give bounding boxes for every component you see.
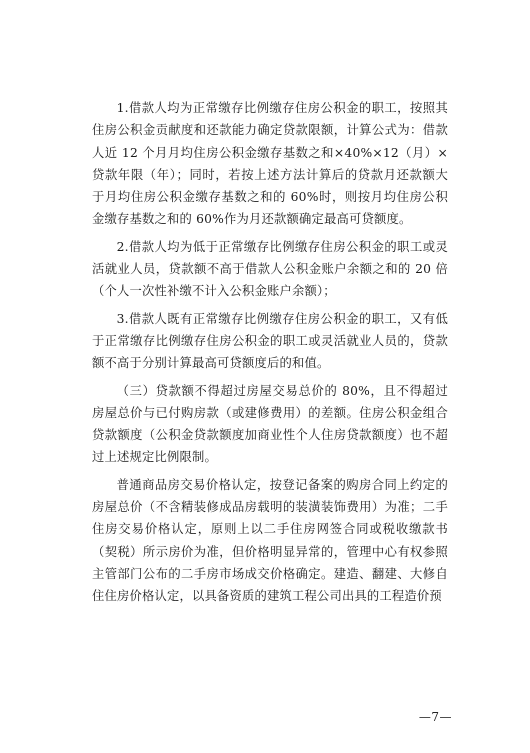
paragraph-price-determination: 普通商品房交易价格认定，按登记备案的购房合同上约定的房屋总价（不含精装修成品房载明的装潢装饰费用）为准；二手住房交易价格认定，原则上以二手住房网签合同或税收缴款书（契税）所示房价为准，但价格明显异常的，管理中心有权参照主管部门公布的二手房市场成交价格确定。建造、翻建、大修自住住房价格认定，以具备资质的建筑工程公司出具的工程造价预 [92, 477, 448, 604]
page-number: —7— [418, 710, 452, 724]
document-body [92, 97, 448, 608]
paragraph-loan-limit-formula: 1.借款人均为正常缴存比例缴存住房公积金的职工，按照其住房公积金贡献度和还款能力确定贷款限额，计算公式为：借款人近 12 个月月均住房公积金缴存基数之和×40%×12（月）×贷款年限（年）；同时，若按上述方法计算后的贷款月还款额大于月均住房公积金缴存基数之和的 60%时，则按月均住房公积金缴存基数之和的 60%作为月还款额确定最高可贷额度。 [92, 101, 448, 227]
paragraph-mixed-borrowers: 3.借款人既有正常缴存比例缴存住房公积金的职工，又有低于正常缴存比例缴存住房公积金的职工或灵活就业人员的，贷款额不高于分别计算最高可贷额度后的和值。 [92, 311, 448, 371]
paragraph-low-contribution: 2.借款人均为低于正常缴存比例缴存住房公积金的职工或灵活就业人员，贷款额不高于借款人公积金账户余额之和的 20 倍（个人一次性补缴不计入公积金账户余额）； [92, 239, 448, 299]
paragraph-section-three: （三）贷款额不得超过房屋交易总价的 80%，且不得超过房屋总价与已付购房款（或建修费用）的差额。住房公积金组合贷款额度（公积金贷款额度加商业性个人住房贷款额度）也不超过上述规定比例限制。 [92, 383, 448, 465]
